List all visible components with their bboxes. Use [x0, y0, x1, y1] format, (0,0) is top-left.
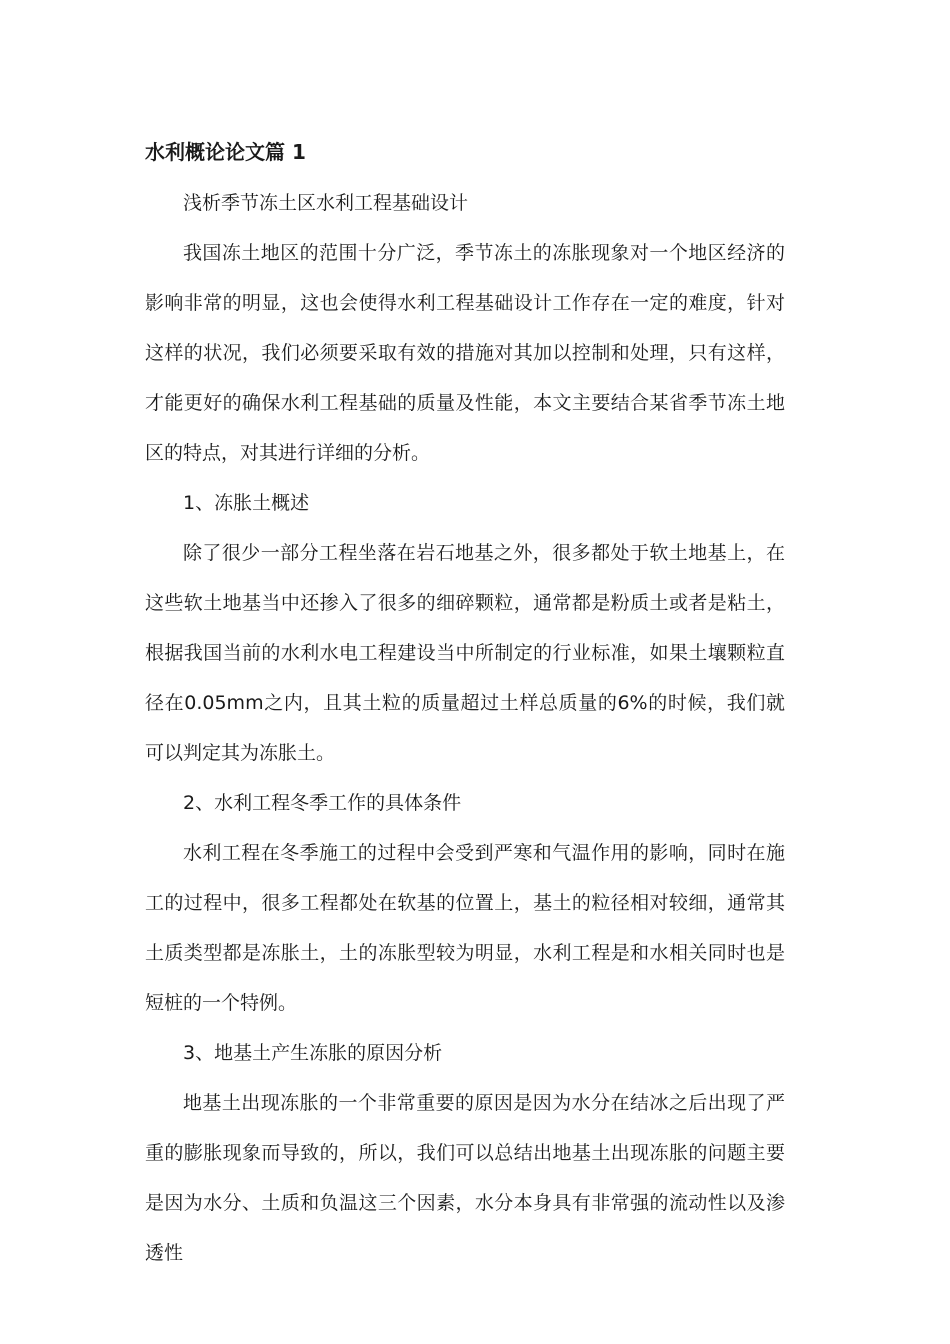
section-heading-2: 2、水利工程冬季工作的具体条件 — [183, 792, 462, 814]
document-content — [145, 130, 785, 1278]
document-subtitle: 浅析季节冻土区水利工程基础设计 — [183, 192, 469, 214]
section-heading-3: 3、地基土产生冻胀的原因分析 — [183, 1042, 443, 1064]
section-paragraph-3: 地基土出现冻胀的一个非常重要的原因是因为水分在结冰之后出现了严重的膨胀现象而导致的，所以，我们可以总结出地基土出现冻胀的问题主要是因为水分、土质和负温这三个因素，水分本身具有非常强的流动性以及渗透性 — [145, 1092, 785, 1264]
intro-paragraph: 我国冻土地区的范围十分广泛，季节冻土的冻胀现象对一个地区经济的影响非常的明显，这也会使得水利工程基础设计工作存在一定的难度，针对这样的状况，我们必须要采取有效的措施对其加以控制和处理，只有这样，才能更好的确保水利工程基础的质量及性能，本文主要结合某省季节冻土地区的特点，对其进行详细的分析。 — [145, 242, 785, 464]
document-title: 水利概论论文篇 1 — [145, 140, 306, 164]
section-paragraph-2: 水利工程在冬季施工的过程中会受到严寒和气温作用的影响，同时在施工的过程中，很多工程都处在软基的位置上，基土的粒径相对较细，通常其土质类型都是冻胀土，土的冻胀型较为明显，水利工程是和水相关同时也是短桩的一个特例。 — [145, 842, 785, 1014]
section-heading-1: 1、冻胀土概述 — [183, 492, 310, 514]
section-paragraph-1: 除了很少一部分工程坐落在岩石地基之外，很多都处于软土地基上，在这些软土地基当中还掺入了很多的细碎颗粒，通常都是粉质土或者是粘土，根据我国当前的水利水电工程建设当中所制定的行业标准，如果土壤颗粒直径在0.05mm之内，且其土粒的质量超过土样总质量的6%的时候，我们就可以判定其为冻胀土。 — [145, 542, 785, 764]
